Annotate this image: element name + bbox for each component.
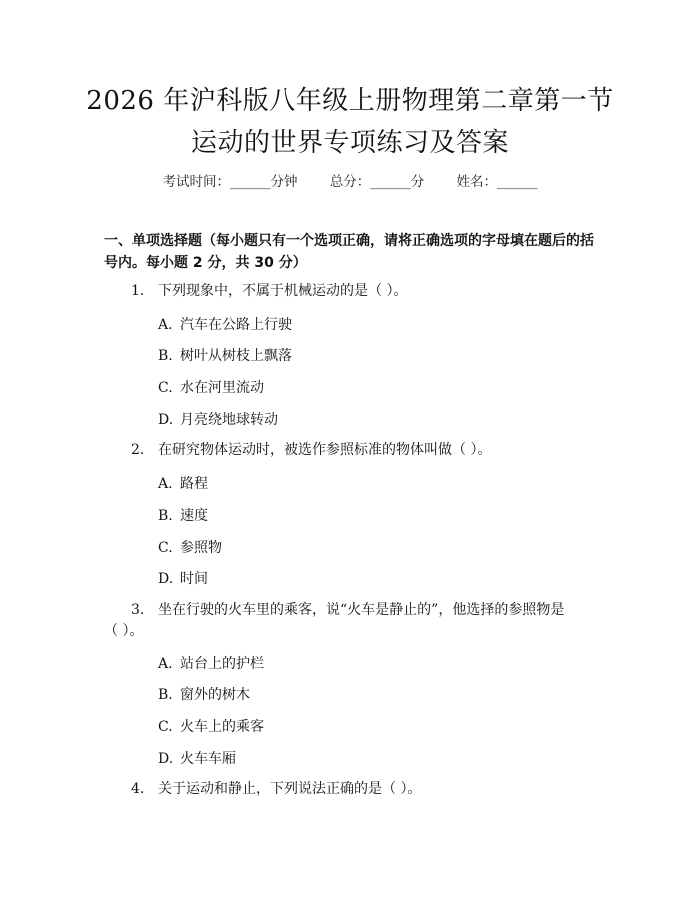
option-text: 窗外的树木: [180, 687, 250, 703]
question-text: 在研究物体运动时，被选作参照标准的物体叫做（ ）。: [158, 442, 492, 458]
option-text: 速度: [180, 508, 208, 524]
question-3-option-d: [158, 748, 236, 768]
document-title-line1: 2026 年沪科版八年级上册物理第二章第一节: [86, 86, 614, 116]
exam-meta-row: [0, 170, 700, 190]
question-1-option-b: [158, 345, 292, 365]
document-title-line2: 运动的世界专项练习及答案: [190, 128, 509, 158]
question-3-continuation: [104, 620, 143, 642]
exam-time-field: 考试时间：______分钟: [162, 174, 298, 190]
student-name-field: 姓名：______: [456, 174, 538, 190]
option-text: 树叶从树枝上飘落: [180, 348, 292, 364]
option-letter: B.: [158, 508, 173, 524]
question-number: 1.: [131, 283, 145, 299]
question-1-option-a: [158, 314, 292, 334]
total-score-field: 总分：______分: [329, 174, 425, 190]
question-2-option-d: [158, 568, 208, 588]
option-text: 水在河里流动: [180, 380, 264, 396]
question-number: 3.: [131, 602, 145, 618]
question-1-option-d: [158, 409, 278, 429]
question-text-line2: （ ）。: [104, 623, 144, 639]
question-3-option-c: [158, 716, 264, 736]
option-letter: C.: [158, 380, 173, 396]
option-text: 参照物: [180, 540, 222, 556]
option-letter: C.: [158, 719, 173, 735]
option-letter: A.: [158, 656, 173, 672]
question-2-option-a: [158, 473, 208, 493]
option-text: 火车上的乘客: [180, 719, 264, 735]
question-number: 2.: [131, 442, 145, 458]
question-text-line1: 坐在行驶的火车里的乘客，说“火车是静止的”，他选择的参照物是: [158, 602, 565, 618]
option-letter: A.: [158, 476, 173, 492]
section-heading-single-choice: 一、单项选择题（每小题只有一个选项正确，请将正确选项的字母填在题后的括号内。每小题 2 分，共 30 分）: [104, 233, 594, 271]
option-letter: D.: [158, 751, 174, 767]
option-text: 汽车在公路上行驶: [180, 317, 292, 333]
option-text: 火车车厢: [180, 751, 236, 767]
question-number: 4.: [131, 781, 145, 797]
question-3-option-b: [158, 684, 250, 704]
option-text: 站台上的护栏: [180, 656, 264, 672]
option-letter: A.: [158, 317, 173, 333]
option-letter: B.: [158, 348, 173, 364]
option-letter: D.: [158, 571, 174, 587]
question-1-option-c: [158, 377, 264, 397]
question-2-option-b: [158, 505, 208, 525]
option-letter: D.: [158, 412, 174, 428]
question-text: 下列现象中，不属于机械运动的是（ ）。: [158, 283, 408, 299]
option-text: 月亮绕地球转动: [180, 412, 278, 428]
option-text: 时间: [180, 571, 208, 587]
option-text: 路程: [180, 476, 208, 492]
question-2-option-c: [158, 537, 222, 557]
question-text: 关于运动和静止，下列说法正确的是（ ）。: [158, 781, 422, 797]
option-letter: C.: [158, 540, 173, 556]
question-3-option-a: [158, 653, 264, 673]
option-letter: B.: [158, 687, 173, 703]
